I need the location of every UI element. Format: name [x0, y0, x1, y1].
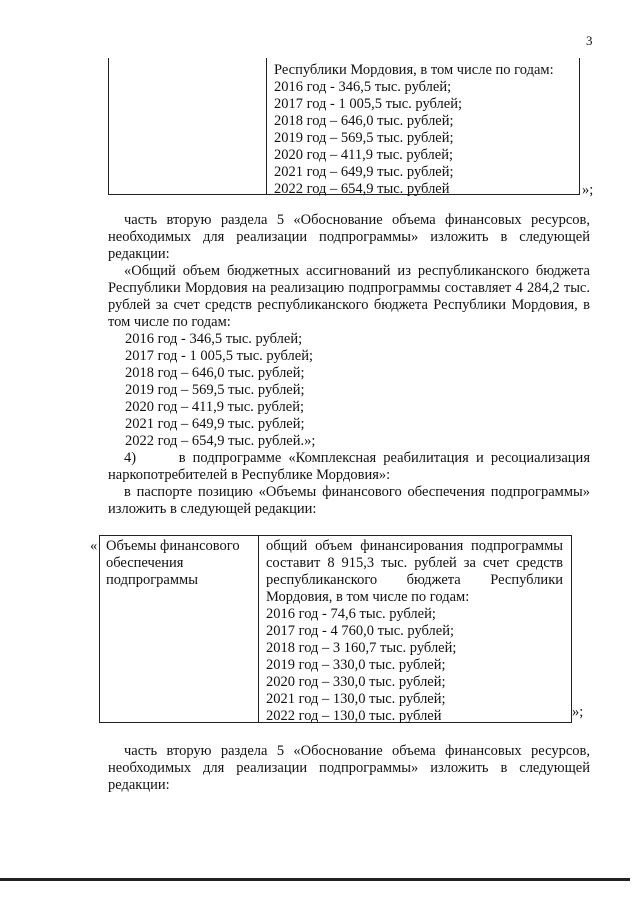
- table-cell-label: Объемы финансового обеспечения подпрограммы: [106, 538, 240, 588]
- year-line: 2021 год – 130,0 тыс. рублей;: [266, 691, 446, 707]
- paragraph-item-4: 4) в подпрограмме «Комплексная реабилитация и ресоциализация наркопотребителей в Республике Мордовия»:: [108, 450, 594, 483]
- table-line: Республики Мордовия, в том числе по годам:: [274, 62, 554, 78]
- closing-quote: »;: [582, 182, 594, 198]
- table-line: 2022 год – 654,9 тыс. рублей: [274, 181, 450, 197]
- year-line: 2019 год – 330,0 тыс. рублей;: [266, 657, 446, 673]
- column-divider: [266, 58, 267, 194]
- year-line: 2019 год – 569,5 тыс. рублей;: [125, 382, 305, 398]
- column-divider: [258, 536, 259, 722]
- table-line: 2018 год – 646,0 тыс. рублей;: [274, 113, 454, 129]
- opening-quote: «: [90, 538, 98, 554]
- bottom-rule: [0, 878, 630, 881]
- table-cell-funding: [274, 62, 574, 198]
- paragraph-total-volume: «Общий объем бюджетных ассигнований из республиканского бюджета Республики Мордовия на реализацию подпрограммы составляет 4 284,2 тыс. рублей за счет средств республиканского бюджета Республики Мордовия, в том числе по годам:: [108, 263, 590, 330]
- year-line: 2022 год – 130,0 тыс. рублей: [266, 708, 442, 724]
- year-line: 2018 год – 646,0 тыс. рублей;: [125, 365, 305, 381]
- table-line: 2021 год – 649,9 тыс. рублей;: [274, 164, 454, 180]
- year-line: 2016 год - 74,6 тыс. рублей;: [266, 606, 436, 622]
- year-line: 2018 год – 3 160,7 тыс. рублей;: [266, 640, 457, 656]
- year-line: 2016 год - 346,5 тыс. рублей;: [125, 331, 303, 347]
- page-number: 3: [586, 33, 593, 48]
- year-line: 2022 год – 654,9 тыс. рублей.»;: [125, 433, 316, 449]
- table-cell-funding: [266, 538, 563, 725]
- year-line: 2020 год – 411,9 тыс. рублей;: [125, 399, 304, 415]
- table-line: 2020 год – 411,9 тыс. рублей;: [274, 147, 453, 163]
- table-line: 2019 год – 569,5 тыс. рублей;: [274, 130, 454, 146]
- table-line: 2017 год - 1 005,5 тыс. рублей;: [274, 96, 462, 112]
- table-fragment: [108, 58, 580, 195]
- year-line: 2020 год – 330,0 тыс. рублей;: [266, 674, 446, 690]
- passport-table: [99, 535, 572, 723]
- paragraph-section5-repeat: часть вторую раздела 5 «Обоснование объема финансовых ресурсов, необходимых для реализации подпрограммы» изложить в следующей редакции:: [108, 743, 590, 793]
- funding-text: общий объем финансирования подпрограммы составит 8 915,3 тыс. рублей за счет средств республиканского бюджета Республики Мордовия, в том числе по годам:: [266, 538, 563, 605]
- closing-quote: »;: [572, 704, 584, 720]
- year-line: 2017 год - 4 760,0 тыс. рублей;: [266, 623, 454, 639]
- paragraph-passport: в паспорте позицию «Объемы финансового обеспечения подпрограммы» изложить в следующей редакции:: [108, 484, 590, 517]
- table-line: 2016 год - 346,5 тыс. рублей;: [274, 79, 452, 95]
- year-line: 2017 год - 1 005,5 тыс. рублей;: [125, 348, 313, 364]
- year-line: 2021 год – 649,9 тыс. рублей;: [125, 416, 305, 432]
- paragraph-section5: часть вторую раздела 5 «Обоснование объема финансовых ресурсов, необходимых для реализации подпрограммы» изложить в следующей редакции:: [108, 212, 590, 262]
